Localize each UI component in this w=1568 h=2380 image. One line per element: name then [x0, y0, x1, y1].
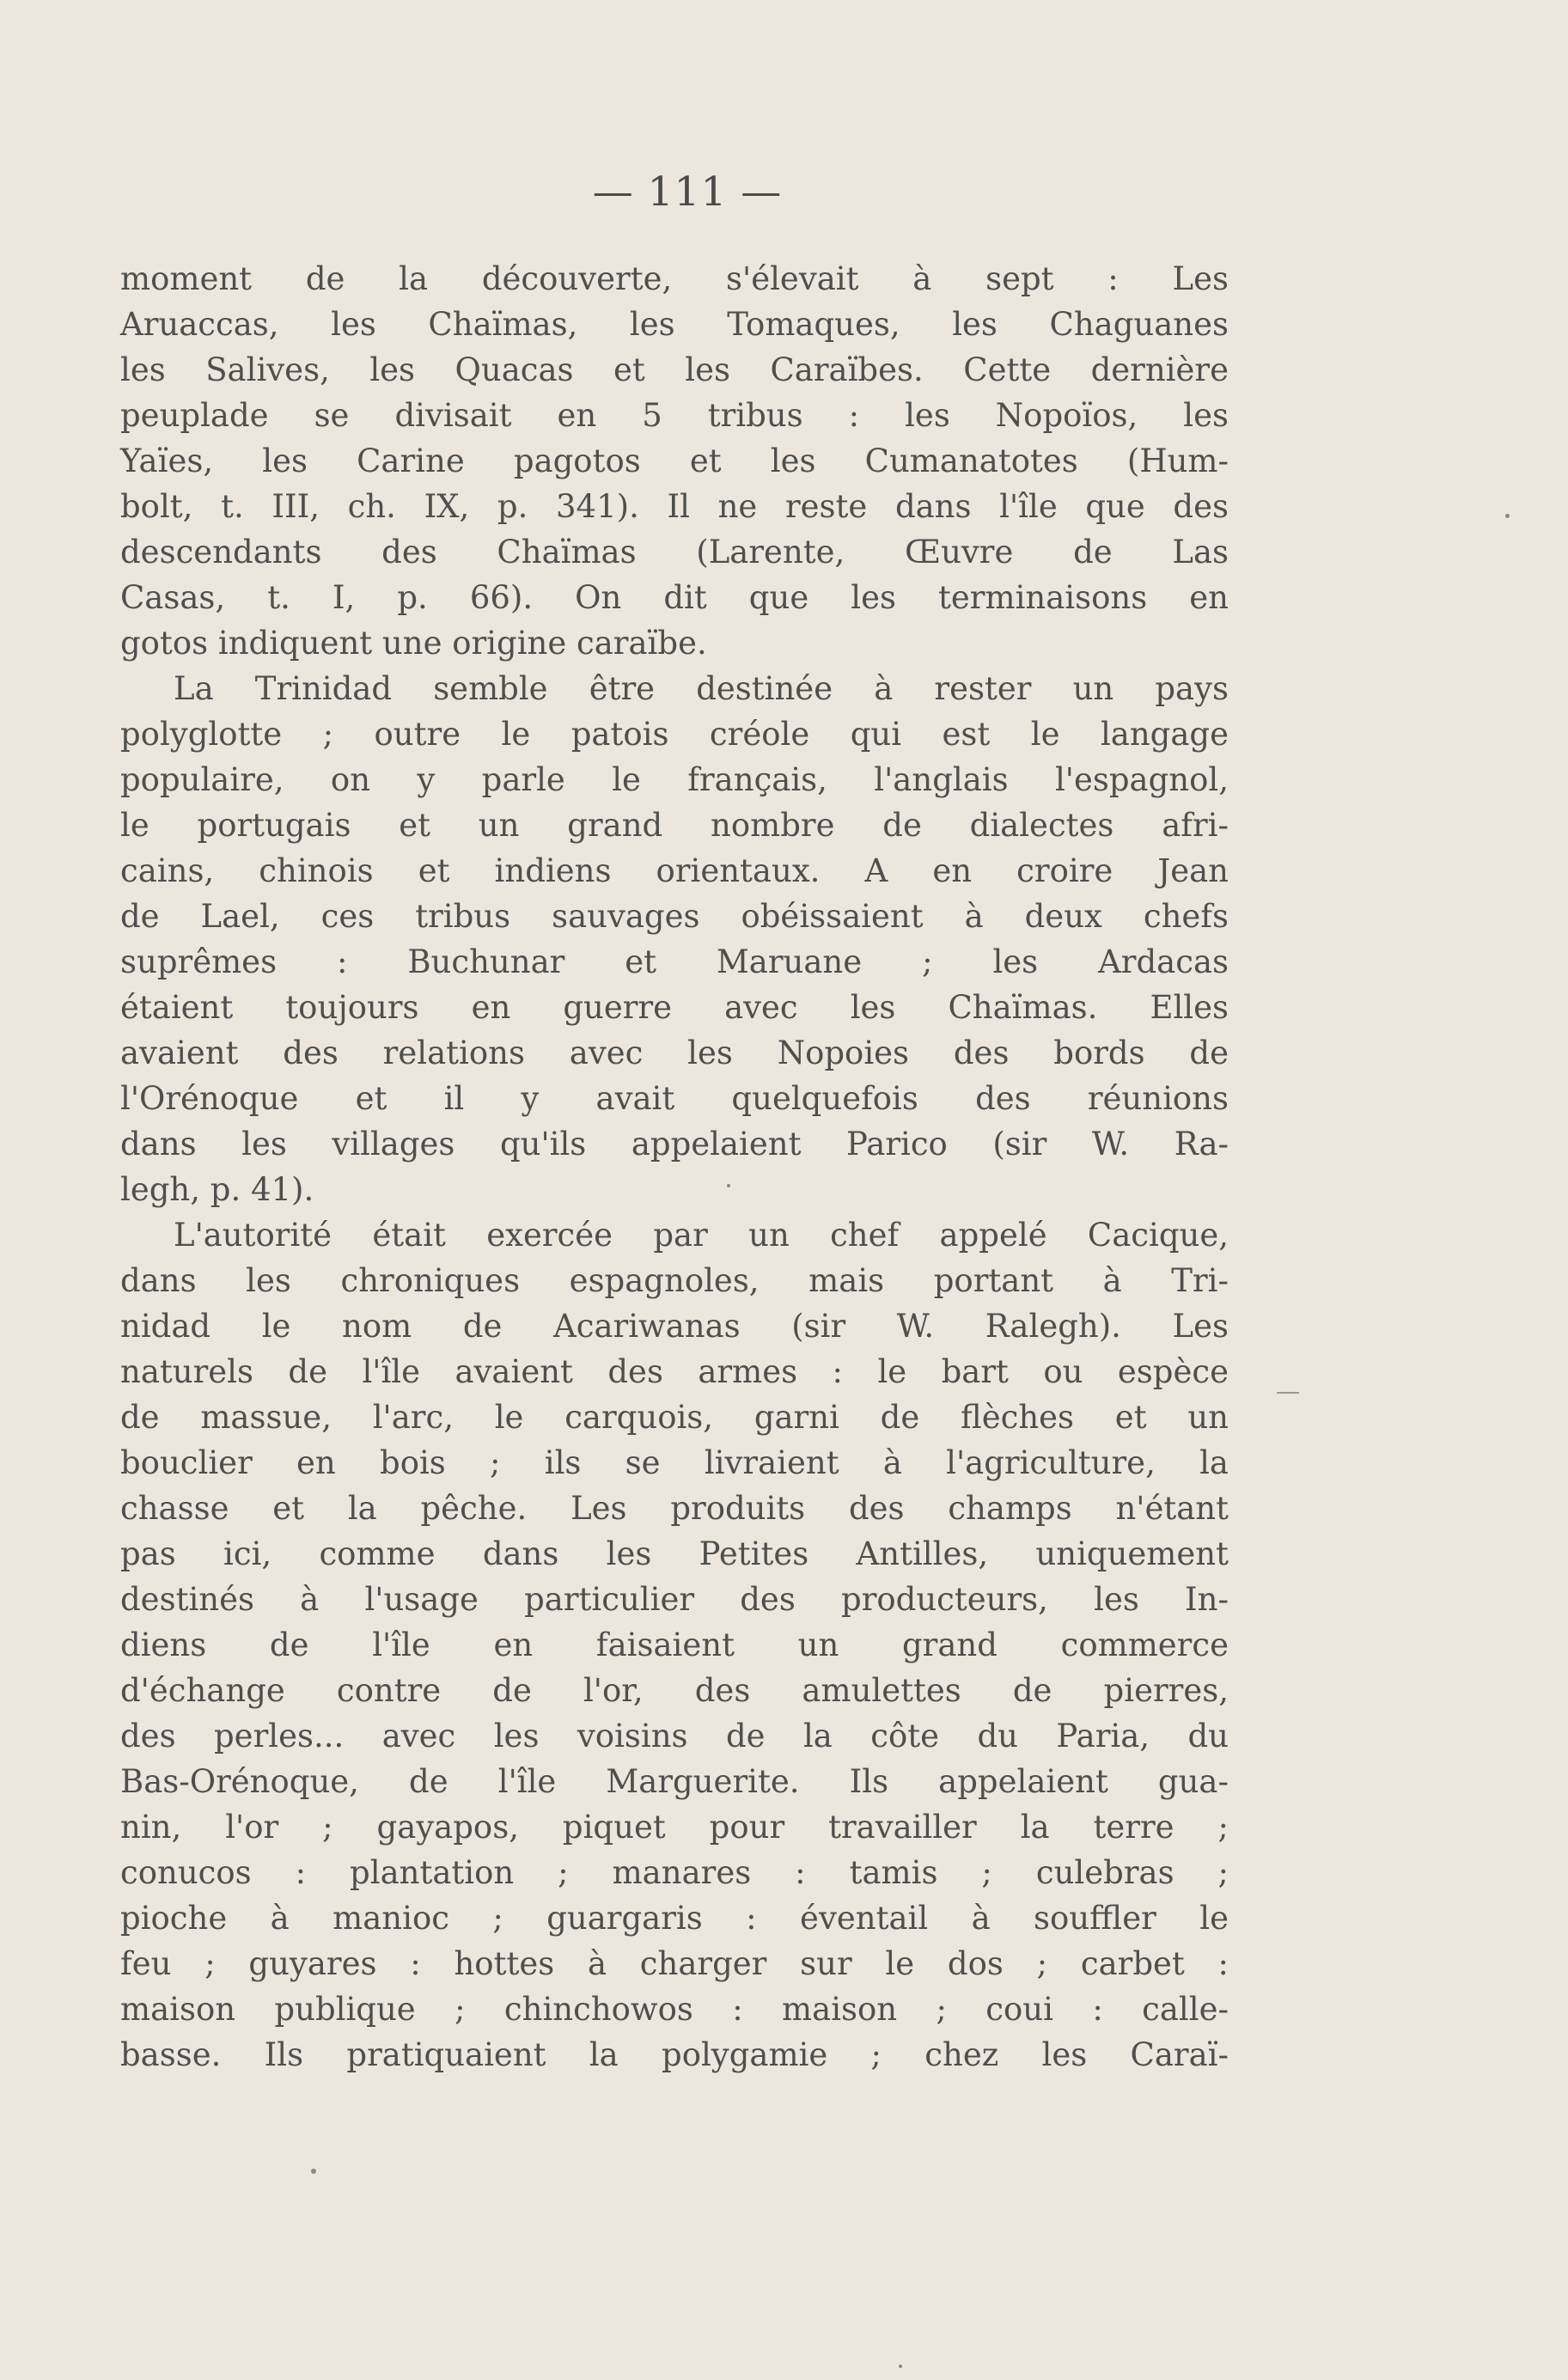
text-line: pioche à manioc ; guargaris : éventail à souffler le — [120, 1900, 1229, 1937]
scan-speck — [311, 2169, 316, 2174]
scan-speck — [899, 2365, 902, 2368]
scan-speck — [727, 1184, 730, 1187]
text-line: Aruaccas, les Chaïmas, les Tomaques, les Chaguanes — [120, 306, 1229, 343]
text-line: d'échange contre de l'or, des amulettes de pierres, — [120, 1672, 1229, 1709]
text-line: pas ici, comme dans les Petites Antilles, uniquement — [120, 1535, 1229, 1572]
text-line: descendants des Chaïmas (Larente, Œuvre de Las — [120, 534, 1229, 571]
margin-mark — [1277, 1392, 1299, 1394]
text-line: destinés à l'usage particulier des producteurs, les In- — [120, 1581, 1229, 1618]
text-line: La Trinidad semble être destinée à rester un pays — [174, 670, 1229, 707]
text-line: Yaïes, les Carine pagotos et les Cumanatotes (Hum- — [120, 442, 1229, 479]
text-line: diens de l'île en faisaient un grand commerce — [120, 1626, 1229, 1663]
text-line: cains, chinois et indiens orientaux. A en croire Jean — [120, 852, 1229, 889]
text-line: nin, l'or ; gayapos, piquet pour travailler la terre ; — [120, 1809, 1229, 1846]
text-line: peuplade se divisait en 5 tribus : les Nopoïos, les — [120, 397, 1229, 434]
text-line: bouclier en bois ; ils se livraient à l'agriculture, la — [120, 1444, 1229, 1481]
text-line: le portugais et un grand nombre de dialectes afri- — [120, 807, 1229, 844]
text-line: Bas-Orénoque, de l'île Marguerite. Ils appelaient gua- — [120, 1763, 1229, 1800]
text-line: naturels de l'île avaient des armes : le bart ou espèce — [120, 1353, 1229, 1390]
text-line: bolt, t. III, ch. IX, p. 341). Il ne reste dans l'île que des — [120, 488, 1229, 525]
text-line: de Lael, ces tribus sauvages obéissaient à deux chefs — [120, 898, 1229, 935]
text-line: Casas, t. I, p. 66). On dit que les terminaisons en — [120, 579, 1229, 616]
paragraph-2 — [120, 666, 1229, 1212]
text-line: des perles... avec les voisins de la côte du Paria, du — [120, 1718, 1229, 1754]
text-line: moment de la découverte, s'élevait à sept : Les — [120, 260, 1229, 297]
text-line: conucos : plantation ; manares : tamis ; culebras ; — [120, 1854, 1229, 1891]
text-line: basse. Ils pratiquaient la polygamie ; chez les Caraï- — [120, 2036, 1229, 2073]
paragraph-3 — [120, 1212, 1229, 2078]
text-line: populaire, on y parle le français, l'anglais l'espagnol, — [120, 761, 1229, 798]
text-line: les Salives, les Quacas et les Caraïbes. Cette dernière — [120, 351, 1229, 388]
text-line: maison publique ; chinchowos : maison ; coui : calle- — [120, 1991, 1229, 2028]
page-number: — 111 — — [592, 168, 783, 216]
text-line: dans les villages qu'ils appelaient Parico (sir W. Ra- — [120, 1126, 1229, 1163]
body-text — [120, 256, 1229, 2078]
text-line: suprêmes : Buchunar et Maruane ; les Ardacas — [120, 943, 1229, 980]
text-line: feu ; guyares : hottes à charger sur le dos ; carbet : — [120, 1945, 1229, 1982]
text-line: legh, p. 41). — [120, 1171, 314, 1208]
text-line: gotos indiquent une origine caraïbe. — [120, 625, 707, 662]
text-line: chasse et la pêche. Les produits des champs n'étant — [120, 1490, 1229, 1527]
text-line: l'Orénoque et il y avait quelquefois des réunions — [120, 1080, 1229, 1117]
text-line: dans les chroniques espagnoles, mais portant à Tri- — [120, 1262, 1229, 1299]
text-line: nidad le nom de Acariwanas (sir W. Ralegh). Les — [120, 1308, 1229, 1345]
text-line: polyglotte ; outre le patois créole qui est le langage — [120, 716, 1229, 753]
text-line: avaient des relations avec les Nopoies des bords de — [120, 1034, 1229, 1071]
paragraph-1 — [120, 256, 1229, 666]
text-line: étaient toujours en guerre avec les Chaïmas. Elles — [120, 989, 1229, 1026]
text-line: L'autorité était exercée par un chef appelé Cacique, — [174, 1217, 1229, 1254]
text-line: de massue, l'arc, le carquois, garni de flèches et un — [120, 1399, 1229, 1436]
scan-speck — [1505, 514, 1510, 518]
